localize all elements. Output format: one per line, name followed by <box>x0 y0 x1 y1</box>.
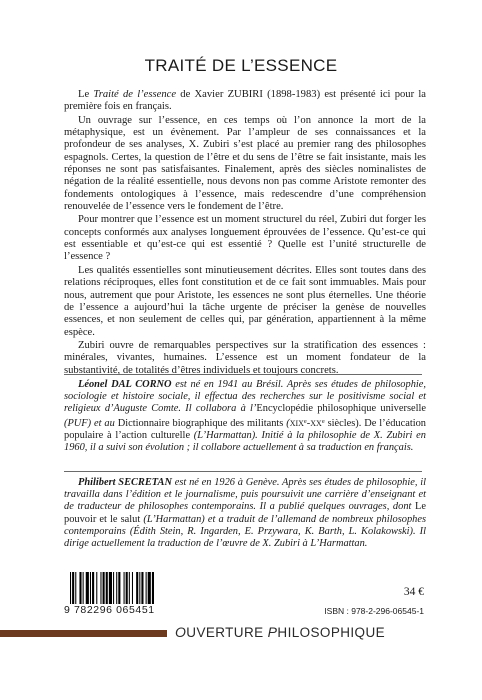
bio-work-title: Encyclopédie philosophique universelle <box>256 403 426 415</box>
book-title: TRAITÉ DE L’ESSENCE <box>144 56 338 75</box>
bio-paragraph: Léonel DAL CORNO est né en 1941 au Brésil. Après ses études de philosophie, sociologie et histoire sociale, il effectua des recherches sur le positivisme social et religieux d’Auguste Comte. Il collabora à l’Encyclopédie philosophique universelle (PUF) et au Dictionnaire biographique des militants (XIXe-XXe siècles). De l’éducation populaire à l’action culturelle (L’Harmattan). Initié à la philosophie de X. Zubiri en 1960, il a suivi son évolution ; il collabore actuellement à sa traduction en français. <box>64 379 426 454</box>
bio-work-title: Dictionnaire biographique des militants <box>117 417 284 429</box>
divider <box>64 471 422 472</box>
divider <box>64 374 422 375</box>
bio-text: (PUF) et au <box>64 417 118 429</box>
blurb-paragraph-5: Zubiri ouvre de remarquables perspectives sur la stratification des essences : minérales, vivantes, humaines. L’essence est un moment fondateur de la substantivité, de totalités d’êtres individuels et toujours concrets. <box>64 339 426 376</box>
collection-word: UVERTURE <box>186 625 268 640</box>
century-numeral: XIX <box>289 418 304 428</box>
century-numeral: XX <box>310 418 322 428</box>
blurb <box>64 89 426 377</box>
bio-work-title: De l’éducation populaire à l’action culturelle <box>64 417 426 441</box>
blurb-text: Le <box>78 89 94 100</box>
blurb-paragraph-4: Les qualités essentielles sont minutieusement décrites. Elles sont toutes dans des relations réciproques, elles font constitution et de ce fait sont immuables. Mais pour nous, autrement que pour Aristote, les essences ne sont plus éternelles. Une théorie de l’essence a aujourd’hui la tâche urgente de préciser la genèse de nouvelles essences, et non seulement de celles qui, par génération, appartiennent à la même espèce. <box>64 264 426 338</box>
bio-text: (L’Harmattan) et a traduit de l’allemand de nombreux philosophes contemporains (Édith Stein, R. Ingarden, E. Przywara, K. Barth, L. Kolakowski). Il dirige actuellement la traduction de l’œuvre de X. Zubiri à L’Harmattan. <box>64 513 426 550</box>
translator-name: Léonel DAL CORNO <box>78 379 172 390</box>
price: 34 € <box>403 586 424 598</box>
blurb-paragraph-1 <box>64 89 426 114</box>
collection-initial: O <box>175 624 187 640</box>
bio-work-title: Le pouvoir et le salut <box>64 501 426 525</box>
collection-name <box>175 624 385 640</box>
ean-number: 9 782296 065451 <box>64 604 155 616</box>
isbn: ISBN : 978-2-296-06545-1 <box>324 606 424 616</box>
bio-text: - <box>306 417 311 429</box>
barcode <box>64 572 182 616</box>
translator-name: Philibert SECRETAN <box>78 477 172 488</box>
bio-text: ( <box>283 417 290 429</box>
bio-text: siècles). <box>324 417 365 429</box>
translator-bio-1 <box>64 379 426 454</box>
translator-bio-2 <box>64 477 426 550</box>
blurb-work-title: Traité de l’essence <box>93 89 177 100</box>
blurb-text: de Xavier ZUBIRI (1898-1983) est présenté ici pour la première fois en français. <box>64 89 427 113</box>
collection-color-bar <box>0 630 167 637</box>
bio-text: est né en 1941 au Brésil. Après ses études de philosophie, sociologie et histoire sociale, il effectua des recherches sur le positivisme social et religieux d’Auguste Comte. Il collabora à l’ <box>64 379 426 415</box>
blurb-paragraph-3: Pour montrer que l’essence est un moment structurel du réel, Zubiri dut forger les concepts conformés aux analyses longuement éprouvées de l’essence. Qu’est-ce qui est essentiable et qu’est-ce qui est essentié ? Quelle est l’unité structurelle de l’essence ? <box>64 214 426 263</box>
bio-text: (L’Harmattan). Initié à la philosophie de X. Zubiri en 1960, il a suivi son évolution ; il collabore actuellement à sa traduction en français. <box>64 429 426 454</box>
collection-initial: P <box>267 624 278 640</box>
barcode-bars <box>70 572 180 604</box>
bio-paragraph <box>64 477 426 550</box>
blurb-paragraph-2: Un ouvrage sur l’essence, en ces temps où l’on annonce la mort de la métaphysique, est un évènement. Par l’ampleur de ses connaissances et la profondeur de ses analyses, X. Zubiri s’est placé au premier rang des philosophes espagnols. Certes, la question de l’être et du sens de l’être se fait insistante, mais les réponses ne sont pas satisfaisantes. Finalement, après des siècles nominalistes de négation de la réalité essentielle, nous devons non pas comme Aristote remonter des fondements ontologiques à l’essence, mais redescendre d’une compréhension renouvelée de l’essence vers le fondement de l’être. <box>64 114 426 213</box>
bio-text: est né en 1926 à Genève. Après ses études de philosophie, il travailla dans l’édition et le journalisme, puis poursuivit une carrière d’enseignant et de traducteur de philosophes contemporains. Il a publié quelques ouvrages, dont <box>64 477 426 513</box>
collection-word: HILOSOPHIQUE <box>277 625 385 640</box>
